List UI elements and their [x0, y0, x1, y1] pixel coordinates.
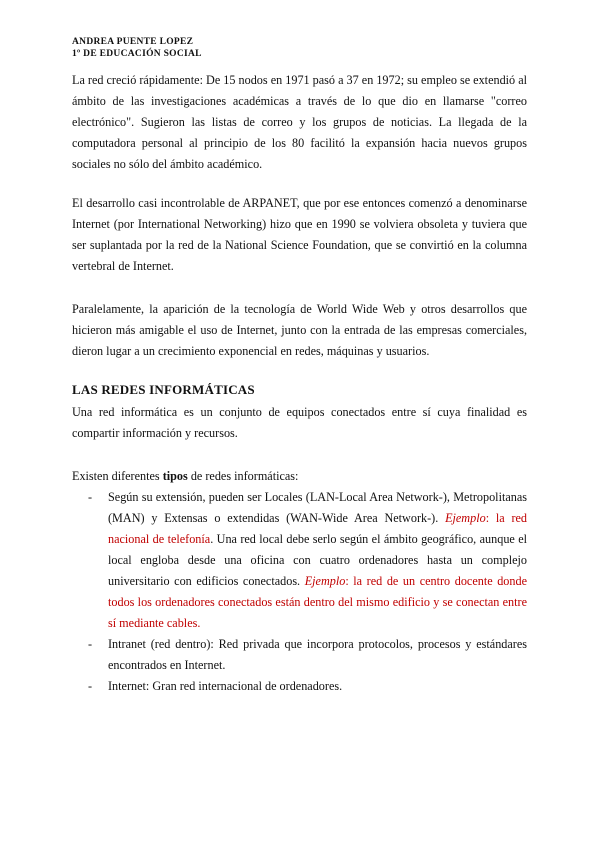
list-item: [72, 487, 527, 634]
author-name: ANDREA PUENTE LOPEZ: [72, 37, 194, 47]
types-intro-after: de redes informáticas:: [187, 469, 299, 483]
network-types-list: [72, 487, 527, 697]
list-item: [72, 634, 527, 676]
example1-text: : la red nacional de telefonía: [108, 511, 527, 546]
item1-text-b: . Una red local debe serlo según el ámbito geográfico, aunque el local engloba desde una oficina con cuatro ordenadores hasta un complejo universitario con edificios conectados.: [108, 532, 528, 588]
bullet-dash: -: [88, 637, 93, 651]
list-item: [72, 676, 527, 697]
item2-text: Intranet (red dentro): Red privada que incorpora protocolos, procesos y estándares encontrados en Internet.: [108, 637, 527, 672]
bullet-dash: -: [88, 490, 93, 504]
paragraph-types-intro: [72, 466, 527, 487]
example2-text: : la red de un centro docente donde todos los ordenadores conectados están dentro del mismo edificio y se conectan entre sí mediante cables.: [108, 574, 527, 630]
paragraph-network-growth: La red creció rápidamente: De 15 nodos en 1971 pasó a 37 en 1972; su empleo se extendió al ámbito de las investigaciones académicas a través de lo que dio en llamarse "correo electrónico". Sugieron las listas de correo y los grupos de noticias. La llegada de la computadora personal al principio de los 80 facilitó la expansión hacia nuevos grupos sociales no sólo del ámbito académico.: [72, 73, 527, 171]
paragraph-definition: Una red informática es un conjunto de equipos conectados entre sí cuya finalidad es compartir información y recursos.: [72, 405, 527, 440]
types-intro-bold: tipos: [162, 469, 188, 483]
example-label: Ejemplo: [445, 511, 486, 525]
example-label: Ejemplo: [304, 574, 346, 588]
types-intro-before: Existen diferentes: [72, 469, 163, 483]
course-name: 1º DE EDUCACIÓN SOCIAL: [72, 49, 202, 59]
item1-text-a: Según su extensión, pueden ser Locales (LAN-Local Area Network-), Metropolitanas (MAN) y Extensas o extendidas (WAN-Wide Area Network-).: [108, 490, 527, 525]
paragraph-arpanet: El desarrollo casi incontrolable de ARPANET, que por ese entonces comenzó a denominarse Internet (por International Networking) hizo que en 1990 se volviera obsoleta y tuviera que ser suplantada por la red de la National Science Foundation, que se convirtió en la columna vertebral de Internet.: [72, 196, 527, 273]
section-heading: LAS REDES INFORMÁTICAS: [72, 382, 255, 397]
paragraph-www: Paralelamente, la aparición de la tecnología de World Wide Web y otros desarrollos que hicieron más amigable el uso de Internet, junto con la entrada de las empresas comerciales, dieron lugar a un crecimiento exponencial en redes, máquinas y usuarios.: [72, 302, 527, 358]
bullet-dash: -: [88, 679, 93, 693]
item3-text: Internet: Gran red internacional de ordenadores.: [108, 679, 343, 693]
document-header: [72, 36, 202, 60]
